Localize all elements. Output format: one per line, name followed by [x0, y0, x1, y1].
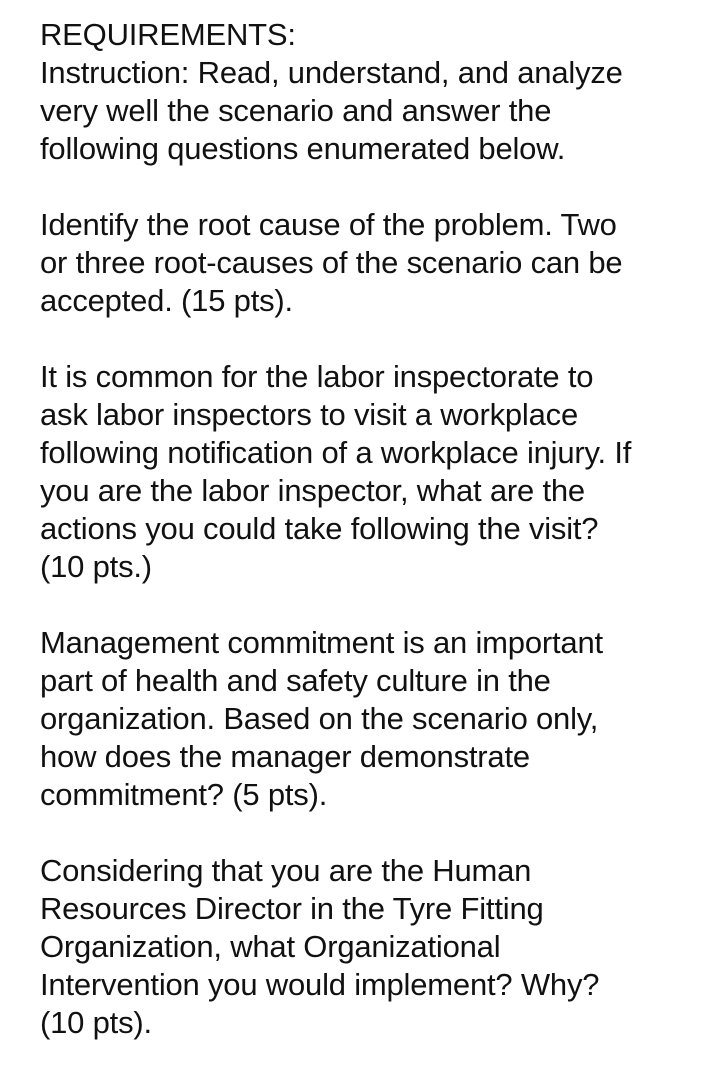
question-line: (10 pts). [40, 1005, 152, 1040]
heading: REQUIREMENTS: [40, 17, 296, 52]
question-line: (10 pts.) [40, 549, 152, 584]
instruction-line: very well the scenario and answer the [40, 93, 552, 128]
question-line: ask labor inspectors to visit a workplace [40, 397, 578, 432]
question-line: Management commitment is an important [40, 625, 603, 660]
paragraph-gap [40, 168, 680, 206]
instruction-line: Instruction: Read, understand, and analyze [40, 55, 623, 90]
question-line: accepted. (15 pts). [40, 283, 293, 318]
question-line: or three root-causes of the scenario can be [40, 245, 623, 280]
question-line: Identify the root cause of the problem. Two [40, 207, 617, 242]
question-line: It is common for the labor inspectorate to [40, 359, 594, 394]
instruction-line: following questions enumerated below. [40, 131, 566, 166]
requirements-text [40, 16, 680, 1042]
question-line: organization. Based on the scenario only, [40, 701, 599, 736]
question-line: Resources Director in the Tyre Fitting [40, 891, 544, 926]
question-2 [40, 358, 680, 586]
question-3 [40, 624, 680, 814]
question-line: commitment? (5 pts). [40, 777, 328, 812]
paragraph-gap [40, 320, 680, 358]
question-line: following notification of a workplace injury. If [40, 435, 632, 470]
paragraph-gap [40, 586, 680, 624]
question-line: Organization, what Organizational [40, 929, 501, 964]
question-line: Considering that you are the Human [40, 853, 532, 888]
question-line: you are the labor inspector, what are the [40, 473, 585, 508]
question-1 [40, 206, 680, 320]
question-line: Intervention you would implement? Why? [40, 967, 600, 1002]
question-line: actions you could take following the visit? [40, 511, 599, 546]
question-line: how does the manager demonstrate [40, 739, 530, 774]
paragraph-gap [40, 814, 680, 852]
question-line: part of health and safety culture in the [40, 663, 551, 698]
question-4 [40, 852, 680, 1042]
